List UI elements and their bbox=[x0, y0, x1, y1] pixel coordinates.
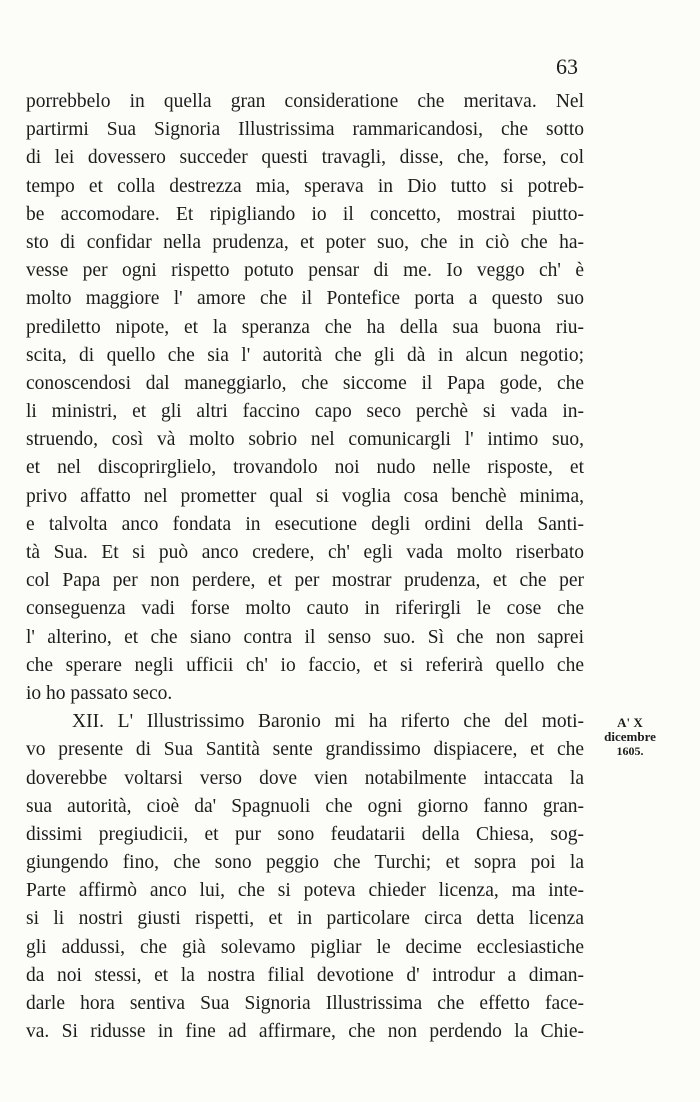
text-line: be accomodare. Et ripigliando io il concetto, mostrai piutto- bbox=[26, 203, 584, 225]
text-line: giungendo fino, che sono peggio che Turchi; et sopra poi la bbox=[26, 852, 584, 874]
text-line: privo affatto nel prometter qual si voglia cosa benchè minima, bbox=[26, 485, 584, 507]
text-line: col Papa per non perdere, et per mostrar prudenza, et che per bbox=[26, 570, 584, 592]
text-line: sto di confidar nella prudenza, et poter suo, che in ciò che ha- bbox=[26, 231, 584, 253]
text-line: vo presente di Sua Santità sente grandissimo dispiacere, et che bbox=[26, 739, 584, 761]
text-line: et nel discoprirglielo, trovandolo noi nudo nelle risposte, et bbox=[26, 457, 584, 479]
text-line: tà Sua. Et si può anco credere, ch' egli vada molto riserbato bbox=[26, 542, 584, 563]
page-number: 63 bbox=[556, 54, 578, 79]
text-line: da noi stessi, et la nostra filial devotione d' introdur a diman- bbox=[26, 964, 584, 986]
margin-note-month: dicembre bbox=[604, 729, 656, 744]
text-line: porrebbelo in quella gran consideratione che meritava. Nel bbox=[26, 91, 584, 112]
text-line: dissimi pregiudicii, et pur sono feudatarii della Chiesa, sog- bbox=[26, 823, 584, 845]
text-line: sua autorità, cioè da' Spagnuoli che ogni giorno fanno gran- bbox=[26, 795, 584, 817]
text-line: li ministri, et gli altri faccino capo seco perchè si vada in- bbox=[26, 401, 584, 423]
text-line: l' alterino, et che siano contra il senso suo. Sì che non saprei bbox=[26, 626, 584, 648]
text-line: molto maggiore l' amore che il Pontefice porta a questo suo bbox=[26, 288, 584, 310]
text-line: doverebbe voltarsi verso dove vien notabilmente intaccata la bbox=[26, 767, 584, 789]
text-line: partirmi Sua Signoria Illustrissima rammaricandosi, che sotto bbox=[26, 119, 584, 141]
text-line: conseguenza vadi forse molto cauto in riferirgli le cose che bbox=[26, 598, 584, 620]
margin-note-year: 1605. bbox=[616, 744, 644, 758]
text-line: va. Si ridusse in fine ad affirmare, che non perdendo la Chie- bbox=[26, 1021, 584, 1043]
text-line: si li nostri giusti rispetti, et in particolare circa detta licenza bbox=[26, 908, 584, 930]
body-text bbox=[26, 88, 584, 1046]
text-line: conoscendosi dal maneggiarlo, che siccome il Papa gode, che bbox=[26, 372, 584, 394]
text-line: tempo et colla destrezza mia, sperava in Dio tutto si potreb- bbox=[26, 175, 584, 197]
text-line: che sperare negli ufficii ch' io faccio, et si referirà quello che bbox=[26, 654, 584, 676]
paragraph-end-line: io ho passato seco. bbox=[26, 682, 173, 704]
text-line: di lei dovessero succeder questi travagli, disse, che, forse, col bbox=[26, 147, 584, 169]
text-line: darle hora sentiva Sua Signoria Illustrissima che effetto face- bbox=[26, 993, 584, 1014]
margin-note-day: A' X bbox=[617, 715, 643, 730]
text-line: prediletto nipote, et la speranza che ha della sua buona riu- bbox=[26, 316, 584, 338]
margin-note-date bbox=[594, 716, 666, 758]
text-line: struendo, così và molto sobrio nel comunicargli l' intimo suo, bbox=[26, 429, 584, 451]
section-start-line: XII. L' Illustrissimo Baronio mi ha riferto che del moti- bbox=[72, 711, 584, 733]
text-line: vesse per ogni rispetto potuto pensar di me. Io veggo ch' è bbox=[26, 260, 584, 282]
text-line: Parte affirmò anco lui, che si poteva chieder licenza, ma inte- bbox=[26, 880, 584, 902]
text-line: e talvolta anco fondata in esecutione degli ordini della Santi- bbox=[26, 513, 584, 535]
text-line: gli addussi, che già solevamo pigliar le decime ecclesiastiche bbox=[26, 936, 584, 958]
text-line: scita, di quello che sia l' autorità che gli dà in alcun negotio; bbox=[26, 344, 584, 366]
